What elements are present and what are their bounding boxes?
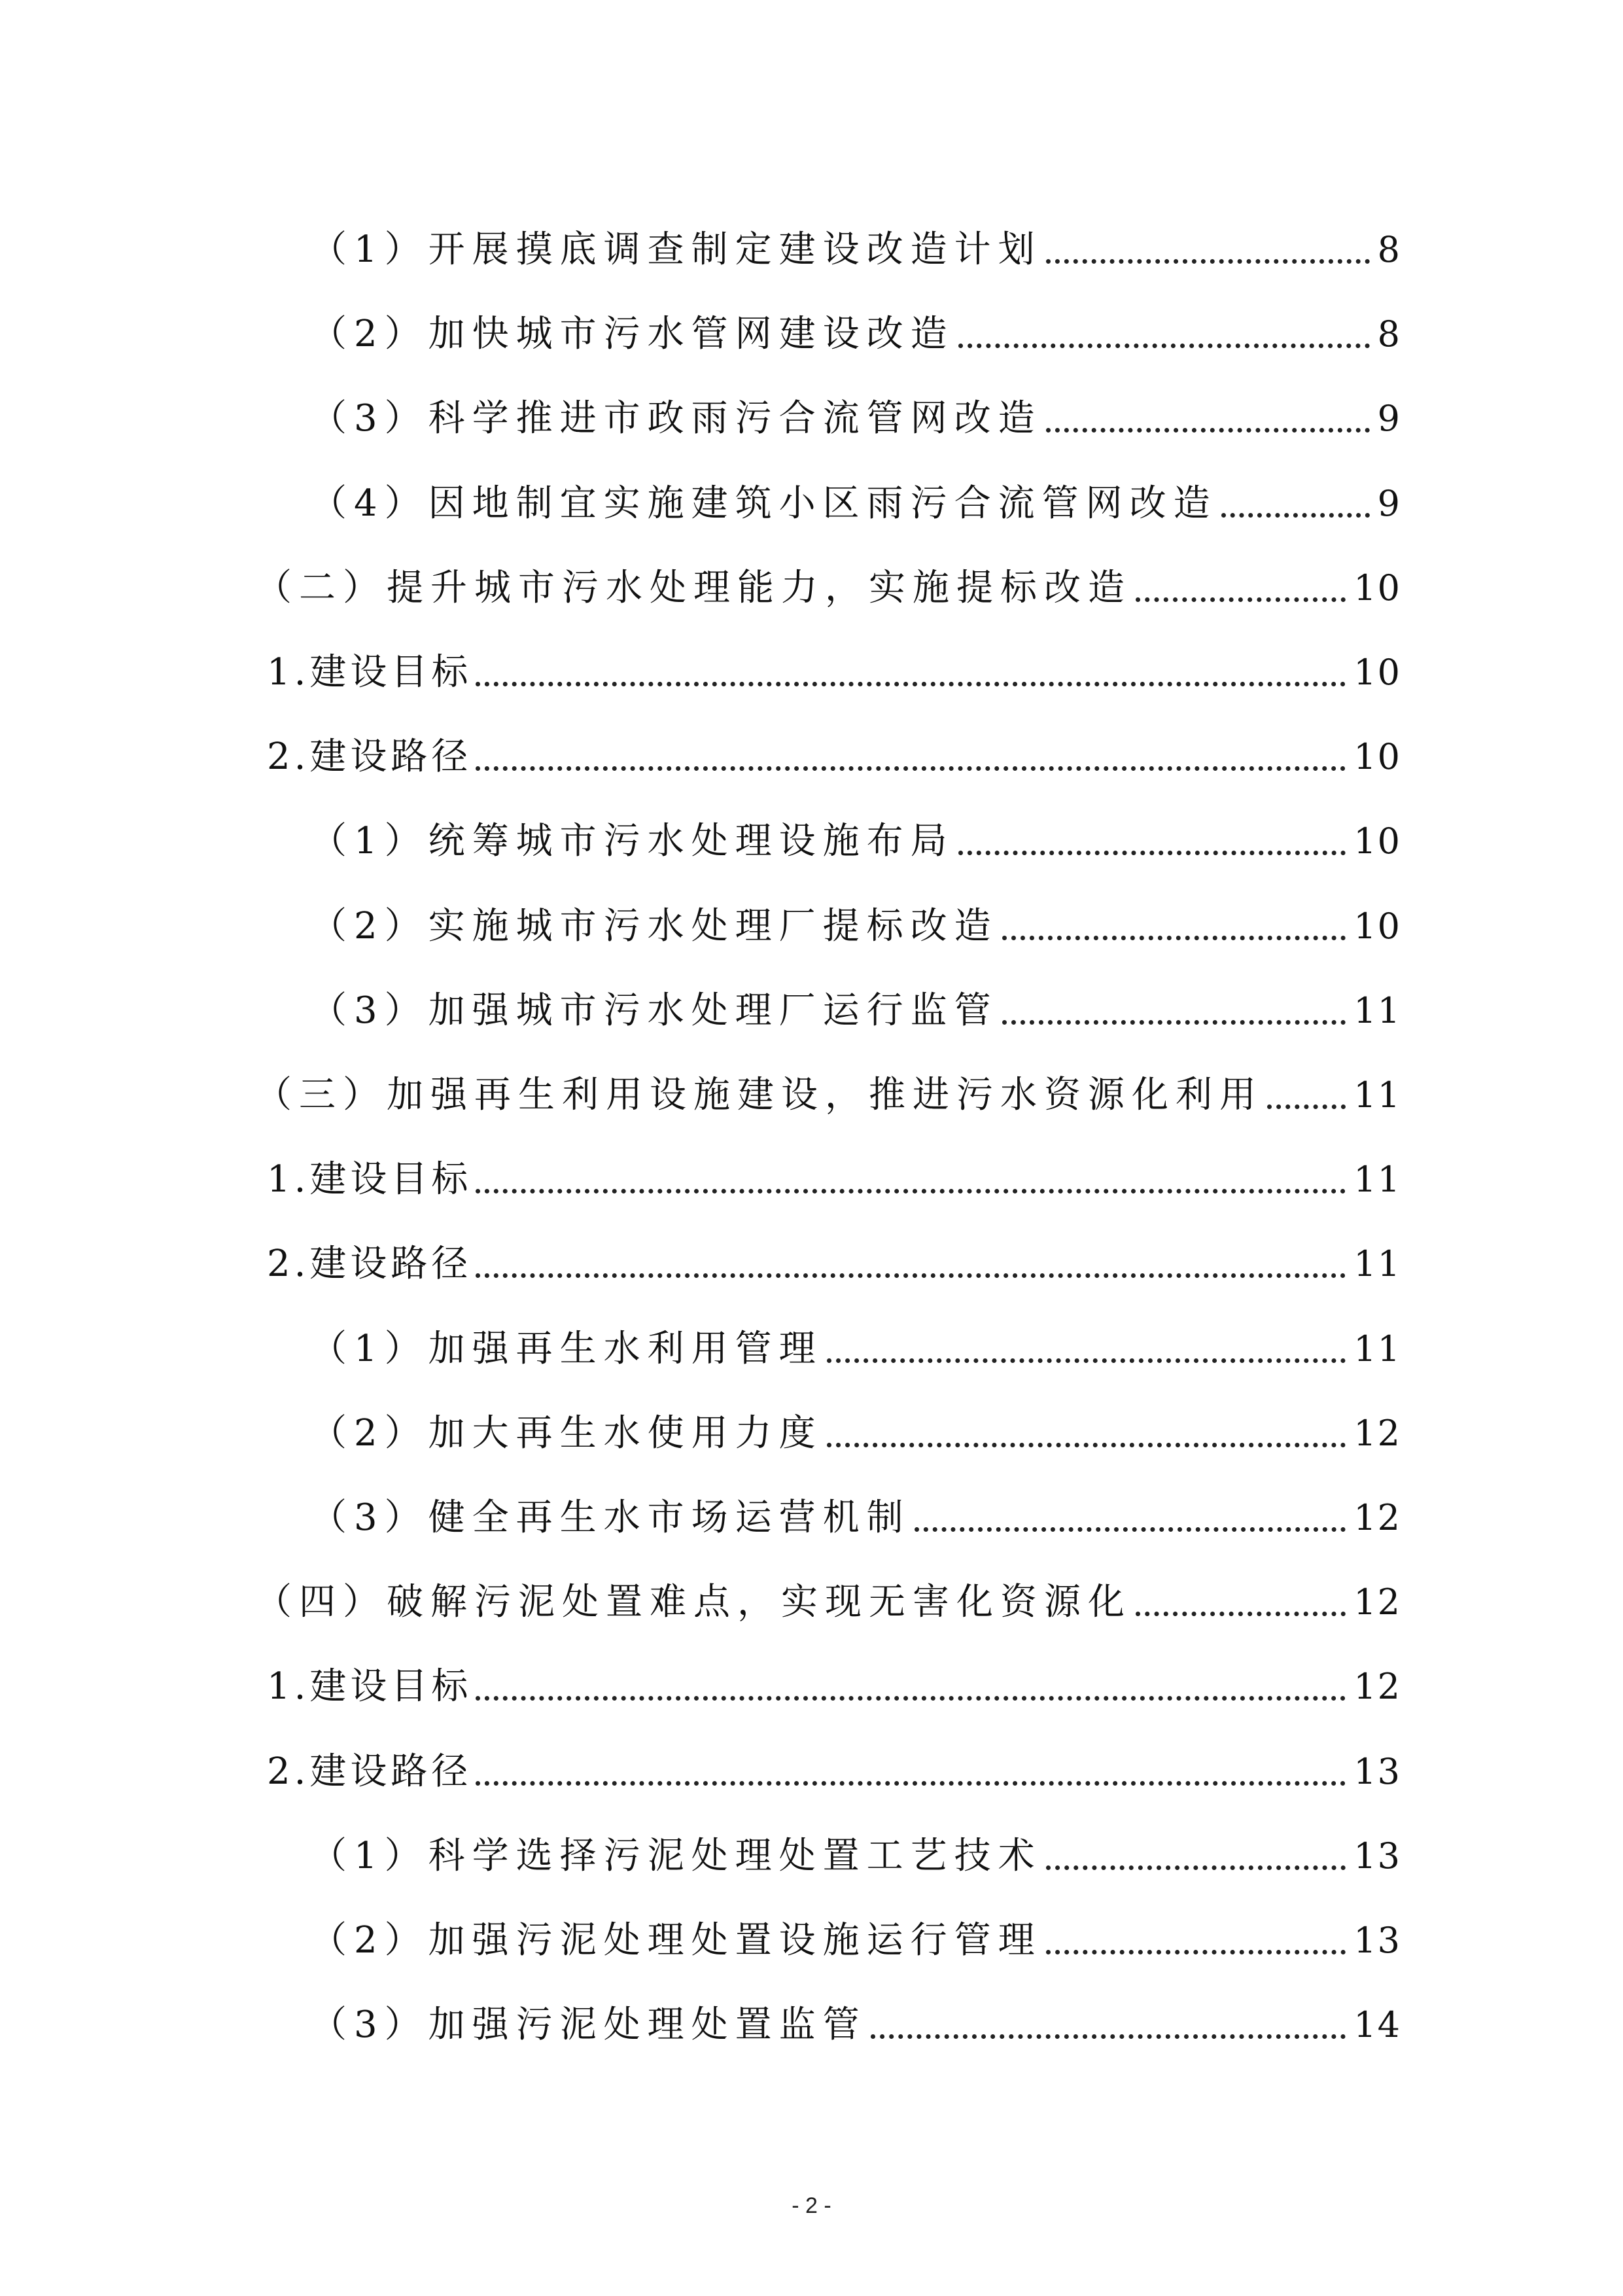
toc-entry-title: 1.建设目标 [267,1158,472,1201]
toc-dot-leader [1221,513,1370,518]
toc-entry[interactable] [310,1299,1401,1371]
toc-entry[interactable] [310,961,1401,1033]
toc-entry-page: 10 [1353,821,1401,862]
toc-entry-title: 2.建设路径 [267,1750,472,1793]
toc-dot-leader [958,344,1370,348]
toc-dot-leader [871,2034,1346,2039]
toc-entry[interactable] [267,1129,1401,1201]
toc-dot-leader [1136,597,1346,602]
toc-dot-leader [476,1696,1346,1701]
toc-entry-page: 14 [1353,2004,1401,2046]
toc-entry-page: 12 [1353,1497,1401,1538]
toc-entry[interactable] [267,1722,1401,1793]
toc-entry-title: （1）统筹城市污水处理设施布局 [310,820,954,863]
toc-entry-page: 10 [1353,905,1401,947]
toc-entry[interactable] [255,1552,1401,1624]
toc-entry[interactable] [310,1890,1401,1962]
toc-entry-title: （4）因地制宜实施建筑小区雨污合流管网改造 [310,482,1217,525]
toc-entry-title: （3）健全再生水市场运营机制 [310,1496,911,1539]
toc-entry[interactable] [255,538,1401,610]
toc-entry-page: 13 [1353,1750,1401,1792]
toc-entry-title: （1）加强再生水利用管理 [310,1327,823,1370]
toc-dot-leader [958,851,1346,855]
toc-entry-title: （四）破解污泥处置难点，实现无害化资源化 [255,1581,1132,1624]
toc-dot-leader [476,1273,1346,1278]
toc-entry-page: 10 [1353,736,1401,778]
toc-entry[interactable] [310,1383,1401,1455]
toc-dot-leader [915,1527,1346,1532]
toc-entry-title: （3）加强污泥处理处置监管 [310,2004,867,2047]
toc-entry[interactable] [310,1468,1401,1540]
toc-entry-title: （1）开展摸底调查制定建设改造计划 [310,228,1042,271]
toc-entry[interactable] [310,791,1401,863]
toc-entry-title: （2）加快城市污水管网建设改造 [310,313,954,356]
toc-entry-title: （2）加强污泥处理处置设施运行管理 [310,1919,1042,1962]
toc-entry[interactable] [310,1806,1401,1878]
toc-entry[interactable] [310,368,1401,440]
toc-dot-leader [1046,1950,1346,1954]
toc-dot-leader [1002,936,1346,940]
toc-dot-leader [1002,1020,1346,1025]
toc-entry[interactable] [267,707,1401,779]
toc-dot-leader [1046,428,1370,433]
toc-entry-title: （3）科学推进市政雨污合流管网改造 [310,397,1042,440]
toc-entry-page: 12 [1353,1666,1401,1708]
toc-entry-title: 1.建设目标 [267,651,472,694]
toc-entry[interactable] [267,1636,1401,1708]
toc-dot-leader [476,1781,1346,1786]
toc-dot-leader [1267,1104,1346,1109]
toc-entry-page: 8 [1377,229,1401,270]
toc-entry-page: 8 [1377,313,1401,355]
toc-entry-title: （二）提升城市污水处理能力，实施提标改造 [255,566,1132,609]
toc-entry-title: 2.建设路径 [267,1243,472,1286]
toc-entry[interactable] [310,284,1401,356]
toc-entry[interactable] [267,1214,1401,1286]
toc-entry[interactable] [310,200,1401,272]
toc-entry[interactable] [267,622,1401,694]
toc-entry[interactable] [255,1045,1401,1117]
toc-entry-title: （2）实施城市污水处理厂提标改造 [310,904,998,947]
toc-dot-leader [1136,1612,1346,1616]
toc-entry-page: 9 [1377,398,1401,440]
toc-entry-page: 13 [1353,1920,1401,1961]
toc-entry-page: 12 [1353,1412,1401,1454]
toc-dot-leader [827,1358,1346,1363]
toc-entry-page: 11 [1353,1074,1401,1116]
toc-entry-page: 11 [1353,1243,1401,1285]
toc-entry-page: 11 [1353,989,1401,1031]
toc-entry-page: 11 [1353,1159,1401,1201]
toc-entry-title: （三）加强再生利用设施建设，推进污水资源化利用 [255,1074,1263,1116]
toc-entry-page: 12 [1353,1581,1401,1623]
toc-dot-leader [476,766,1346,771]
toc-entry[interactable] [310,1975,1401,2047]
toc-entry[interactable] [310,876,1401,948]
toc-dot-leader [1046,259,1370,264]
toc-dot-leader [827,1443,1346,1447]
toc-entry-title: （3）加强城市污水处理厂运行监管 [310,989,998,1032]
toc-entry-title: （1）科学选择污泥处理处置工艺技术 [310,1834,1042,1877]
toc-entry-title: 1.建设目标 [267,1665,472,1708]
toc-entry-title: （2）加大再生水使用力度 [310,1411,823,1455]
toc-entry-title: 2.建设路径 [267,735,472,779]
toc-dot-leader [1046,1865,1346,1870]
toc-entry-page: 13 [1353,1835,1401,1877]
toc-entry-page: 11 [1353,1328,1401,1369]
toc-entry-page: 10 [1353,567,1401,609]
toc-dot-leader [476,1189,1346,1193]
toc-dot-leader [476,682,1346,686]
page-number: - 2 - [792,2193,831,2218]
toc-entry-page: 10 [1353,652,1401,693]
toc-entry-page: 9 [1377,482,1401,524]
toc-entry[interactable] [310,453,1401,525]
